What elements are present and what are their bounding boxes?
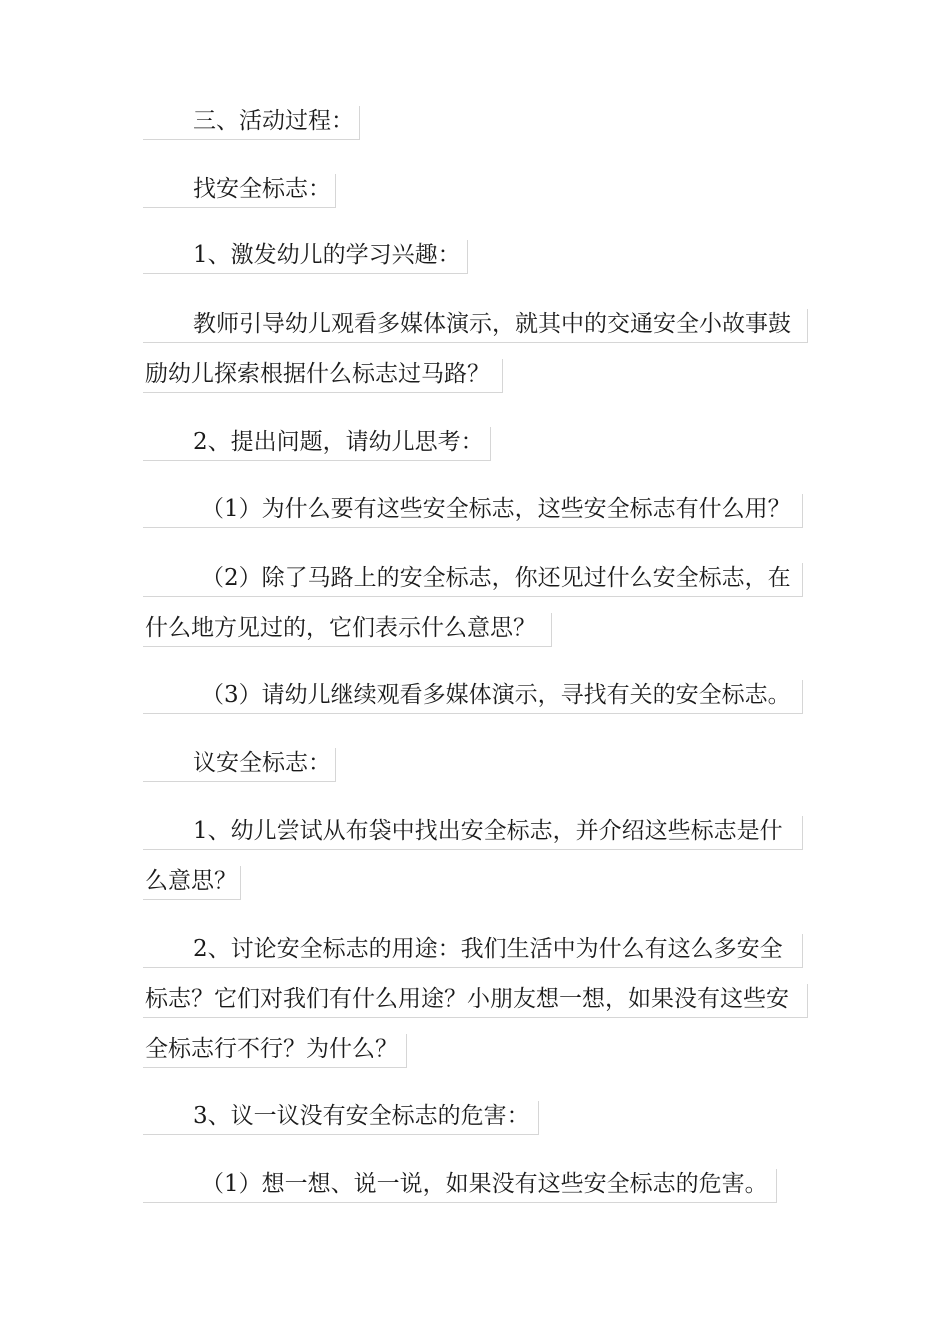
subheading-discuss-signs: 议安全标志： — [143, 748, 336, 782]
step-2-heading: 2、提出问题，请幼儿思考： — [143, 427, 491, 461]
question-1: （1）为什么要有这些安全标志，这些安全标志有什么用？ — [143, 494, 803, 528]
section-heading-activity-process: 三、活动过程： — [143, 106, 360, 140]
paragraph-line: 教师引导幼儿观看多媒体演示，就其中的交通安全小故事鼓 — [143, 309, 808, 343]
question-3: （3）请幼儿继续观看多媒体演示，寻找有关的安全标志。 — [143, 680, 803, 714]
step-1-heading: 1、激发幼儿的学习兴趣： — [143, 240, 468, 274]
question-2: （2）除了马路上的安全标志，你还见过什么安全标志，在 — [143, 563, 803, 597]
step-3-heading: 3、议一议没有安全标志的危害： — [143, 1101, 539, 1135]
question-1-harm: （1）想一想、说一说，如果没有这些安全标志的危害。 — [143, 1169, 777, 1203]
paragraph-line: 什么地方见过的，它们表示什么意思？ — [143, 613, 552, 647]
paragraph-line: 么意思？ — [143, 866, 241, 900]
paragraph-line: 全标志行不行？为什么？ — [143, 1034, 407, 1068]
subheading-find-signs: 找安全标志： — [143, 174, 336, 208]
step-1-item: 1、幼儿尝试从布袋中找出安全标志，并介绍这些标志是什 — [143, 816, 803, 850]
paragraph-line: 标志？它们对我们有什么用途？小朋友想一想，如果没有这些安 — [143, 984, 808, 1018]
paragraph-line: 励幼儿探索根据什么标志过马路？ — [143, 359, 503, 393]
step-2-item: 2、讨论安全标志的用途：我们生活中为什么有这么多安全 — [143, 934, 803, 968]
